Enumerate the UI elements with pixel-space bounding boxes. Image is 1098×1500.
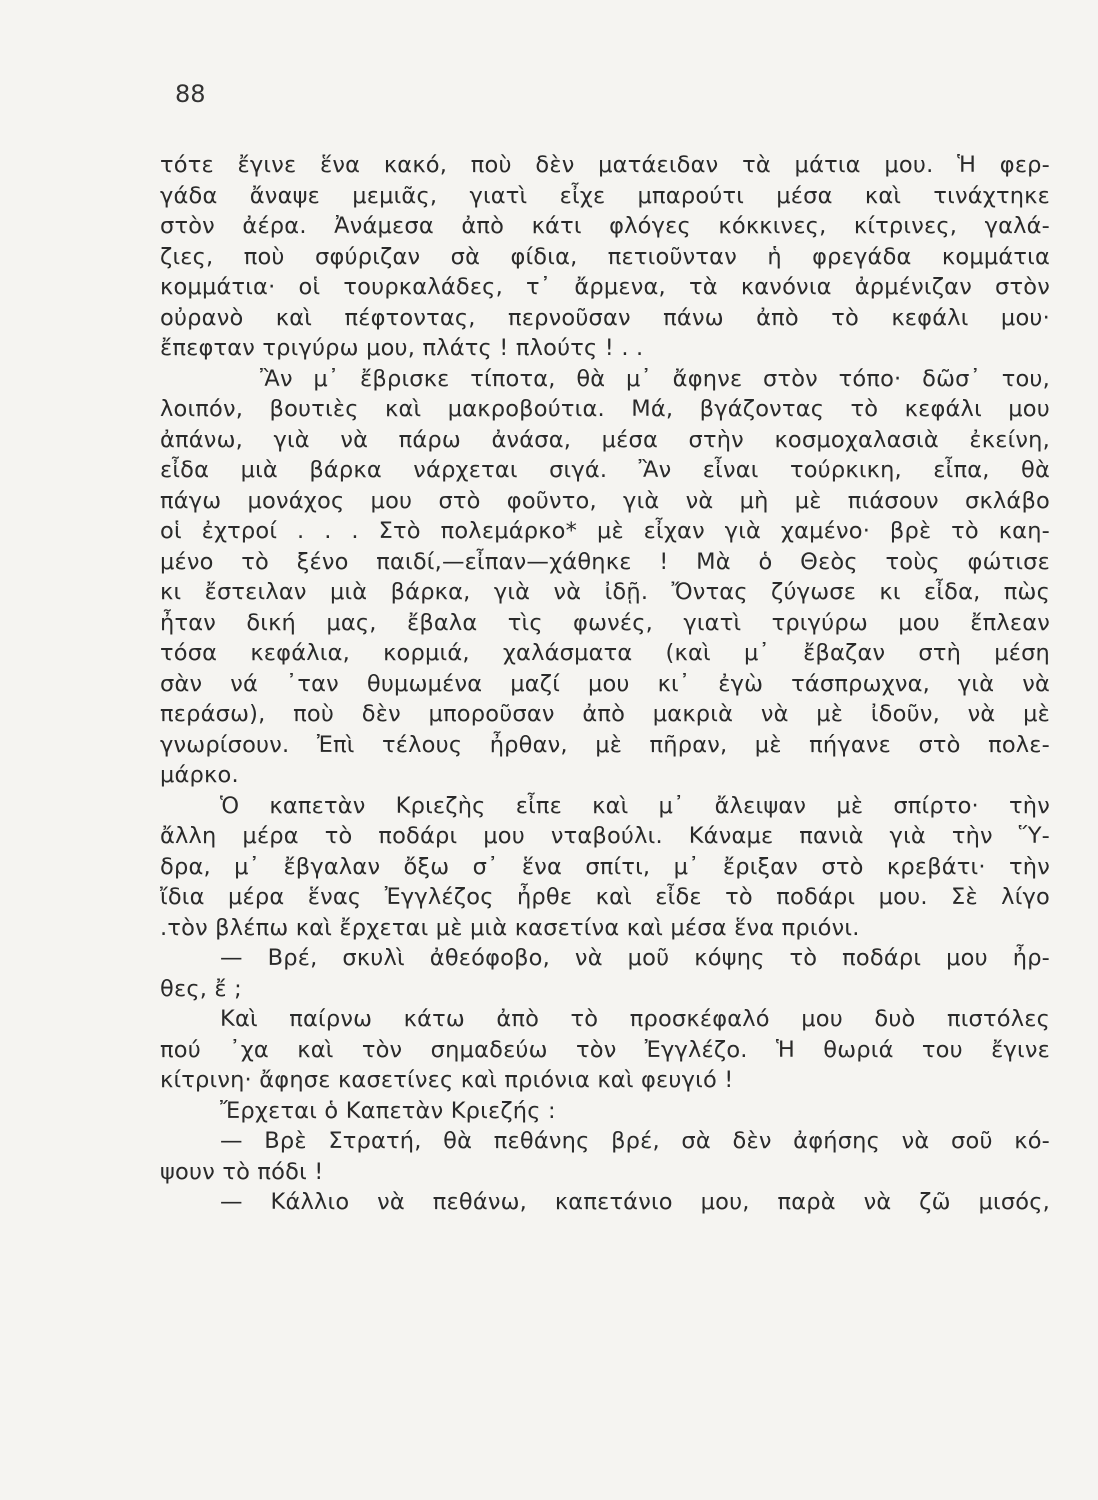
page-number: 88 <box>175 80 206 108</box>
text-line: γνωρίσουν. Ἐπὶ τέλους ἦρθαν, μὲ πῆραν, μὲ πήγανε στὸ πολε- <box>160 731 1050 758</box>
text-line: ζιες, ποὺ σφύριζαν σὰ φίδια, πετιοῦνταν ἡ φρεγάδα κομμάτια <box>160 243 1050 270</box>
text-line: ἦταν δική μας, ἔβαλα τὶς φωνές, γιατὶ τριγύρω μου ἔπλεαν <box>160 609 1050 636</box>
text-line: μάρκο. <box>160 762 239 788</box>
text-line: κίτρινη· ἄφησε κασετίνες καὶ πριόνια καὶ φευγιό ! <box>160 1067 734 1093</box>
text-line: θες, ἔ ; <box>160 975 242 1002</box>
text-line: Καὶ παίρνω κάτω ἀπὸ τὸ προσκέφαλό μου δυὸ πιστόλες <box>220 1006 1050 1032</box>
text-line: τότε ἔγινε ἕνα κακό, ποὺ δὲν ματάειδαν τὰ μάτια μου. Ἡ φερ- <box>160 152 1050 178</box>
text-line: — Βρέ, σκυλὶ ἀθεόφοβο, νὰ μοῦ κόψης τὸ ποδάρι μου ἦρ- <box>220 945 1050 971</box>
text-line: ψουν τὸ πόδι ! <box>160 1158 324 1185</box>
body-text <box>160 150 1050 1218</box>
text-line: Ἔρχεται ὁ Καπετὰν Κριεζής : <box>220 1097 556 1124</box>
text-line: Ἂν μ᾽ ἔβρισκε τίποτα, θὰ μ᾽ ἄφηνε στὸν τόπο· δῶσ᾽ του, <box>260 365 1050 392</box>
text-line: στὸν ἀέρα. Ἀνάμεσα ἀπὸ κάτι φλόγες κόκκινες, κίτρινες, γαλά- <box>160 213 1050 239</box>
text-line: κομμάτια· οἱ τουρκαλάδες, τ᾽ ἄρμενα, τὰ κανόνια ἀρμένιζαν στὸν <box>160 274 1050 300</box>
text-line: εἶδα μιὰ βάρκα νάρχεται σιγά. Ἂν εἶναι τούρκικη, εἶπα, θὰ <box>160 457 1050 483</box>
text-line: ἔπεφταν τριγύρω μου, πλάτς ! πλούτς ! . . <box>160 335 644 361</box>
text-line: κι ἔστειλαν μιὰ βάρκα, γιὰ νὰ ἰδῇ. Ὄντας ζύγωσε κι εἶδα, πὼς <box>160 579 1050 605</box>
text-line: — Κάλλιο νὰ πεθάνω, καπετάνιο μου, παρὰ νὰ ζῶ μισός, <box>220 1189 1050 1215</box>
text-line: οἱ ἐχτροί . . . Στὸ πολεμάρκο* μὲ εἶχαν γιὰ χαμένο· βρὲ τὸ καη- <box>160 518 1050 544</box>
text-line: ἀπάνω, γιὰ νὰ πάρω ἀνάσα, μέσα στὴν κοσμοχαλασιὰ ἐκείνη, <box>160 426 1050 453</box>
text-line: .τὸν βλέπω καὶ ἔρχεται μὲ μιὰ κασετίνα καὶ μέσα ἕνα πριόνι. <box>160 914 860 941</box>
text-line: σὰν νά ᾽ταν θυμωμένα μαζί μου κι᾽ ἐγὼ τάσπρωχνα, γιὰ νὰ <box>160 670 1050 697</box>
text-line: μένο τὸ ξένο παιδί,—εἶπαν—χάθηκε ! Μὰ ὁ Θεὸς τοὺς φώτισε <box>160 548 1050 575</box>
text-line: πάγω μονάχος μου στὸ φοῦντο, γιὰ νὰ μὴ μὲ πιάσουν σκλάβο <box>160 487 1050 514</box>
text-line: λοιπόν, βουτιὲς καὶ μακροβούτια. Μά, βγάζοντας τὸ κεφάλι μου <box>160 396 1050 422</box>
text-line: Ὁ καπετὰν Κριεζὴς εἶπε καὶ μ᾽ ἄλειψαν μὲ σπίρτο· τὴν <box>220 792 1050 819</box>
text-line: δρα, μ᾽ ἔβγαλαν ὄξω σ᾽ ἕνα σπίτι, μ᾽ ἔριξαν στὸ κρεβάτι· τὴν <box>160 853 1050 880</box>
text-line: οὐρανὸ καὶ πέφτοντας, περνοῦσαν πάνω ἀπὸ τὸ κεφάλι μου· <box>160 304 1050 331</box>
text-line: ἄλλη μέρα τὸ ποδάρι μου νταβούλι. Κάναμε πανιὰ γιὰ τὴν Ὕ- <box>160 823 1050 849</box>
text-line: — Βρὲ Στρατή, θὰ πεθάνης βρέ, σὰ δὲν ἀφήσης νὰ σοῦ κό- <box>220 1128 1050 1154</box>
text-line: περάσω), ποὺ δὲν μποροῦσαν ἀπὸ μακριὰ νὰ μὲ ἰδοῦν, νὰ μὲ <box>160 701 1050 727</box>
text-line: τόσα κεφάλια, κορμιά, χαλάσματα (καὶ μ᾽ ἔβαζαν στὴ μέση <box>160 640 1050 666</box>
text-line: ἴδια μέρα ἕνας Ἐγγλέζος ἦρθε καὶ εἶδε τὸ ποδάρι μου. Σὲ λίγο <box>160 884 1050 910</box>
text-line: πού ᾽χα καὶ τὸν σημαδεύω τὸν Ἐγγλέζο. Ἡ θωριά του ἔγινε <box>160 1036 1050 1063</box>
text-line: γάδα ἄναψε μεμιᾶς, γιατὶ εἶχε μπαρούτι μέσα καὶ τινάχτηκε <box>160 182 1050 209</box>
